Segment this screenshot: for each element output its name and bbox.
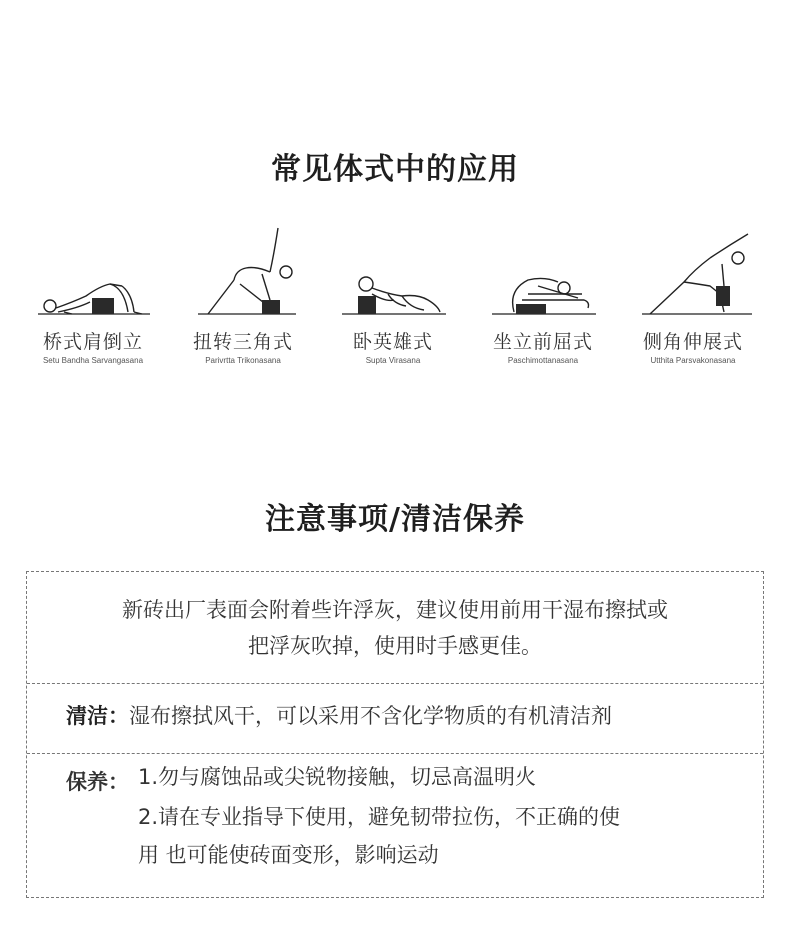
notice-line: 把浮灰吹掉，使用时手感更佳。 — [248, 634, 542, 658]
pose-name-cn: 侧角伸展式 — [642, 331, 743, 353]
care-notes-box — [26, 571, 764, 898]
pose-item — [168, 224, 318, 384]
pose-item — [18, 224, 168, 384]
pose-name-en: Parivrtta Trikonasana — [205, 356, 281, 365]
cleaning-row — [66, 700, 612, 730]
pose-name-cn: 扭转三角式 — [192, 331, 293, 353]
pose-name-cn: 桥式肩倒立 — [42, 331, 143, 353]
extended-side-angle-icon — [628, 224, 758, 319]
section-title-poses: 常见体式中的应用 — [271, 152, 519, 187]
revolved-triangle-pose-icon — [178, 224, 308, 319]
cleaning-text: 湿布擦拭风干，可以采用不含化学物质的有机清洁剂 — [129, 704, 612, 728]
pose-item — [618, 224, 768, 384]
pose-item — [318, 224, 468, 384]
cleaning-section — [27, 683, 763, 754]
maintenance-line: 1.勿与腐蚀品或尖锐物接触，切忌高温明火 — [138, 765, 537, 789]
pose-name-en: Paschimottanasana — [507, 356, 579, 365]
maintenance-line: 2.请在专业指导下使用，避免韧带拉伤，不正确的使 — [138, 805, 621, 829]
pose-item — [468, 224, 618, 384]
notice-line: 新砖出厂表面会附着些许浮灰，建议使用前用干湿布擦拭或 — [122, 598, 668, 622]
section-title-care: 注意事项/清洁保养 — [265, 502, 525, 537]
pose-name-en: Utthita Parsvakonasana — [650, 356, 736, 365]
maintenance-label: 保养： — [66, 770, 129, 794]
pose-name-en: Supta Virasana — [365, 356, 421, 365]
bridge-pose-icon — [28, 224, 158, 319]
cleaning-label: 清洁： — [66, 704, 129, 728]
notice-section — [27, 572, 763, 684]
pose-list — [0, 224, 790, 384]
seated-forward-bend-icon — [478, 224, 608, 319]
maintenance-section — [27, 753, 763, 897]
maintenance-line: 用 也可能使砖面变形，影响运动 — [138, 843, 439, 867]
pose-name-en: Setu Bandha Sarvangasana — [42, 356, 144, 365]
pose-name-cn: 卧英雄式 — [352, 331, 433, 353]
pose-name-cn: 坐立前屈式 — [492, 331, 593, 353]
reclining-hero-pose-icon — [328, 224, 458, 319]
